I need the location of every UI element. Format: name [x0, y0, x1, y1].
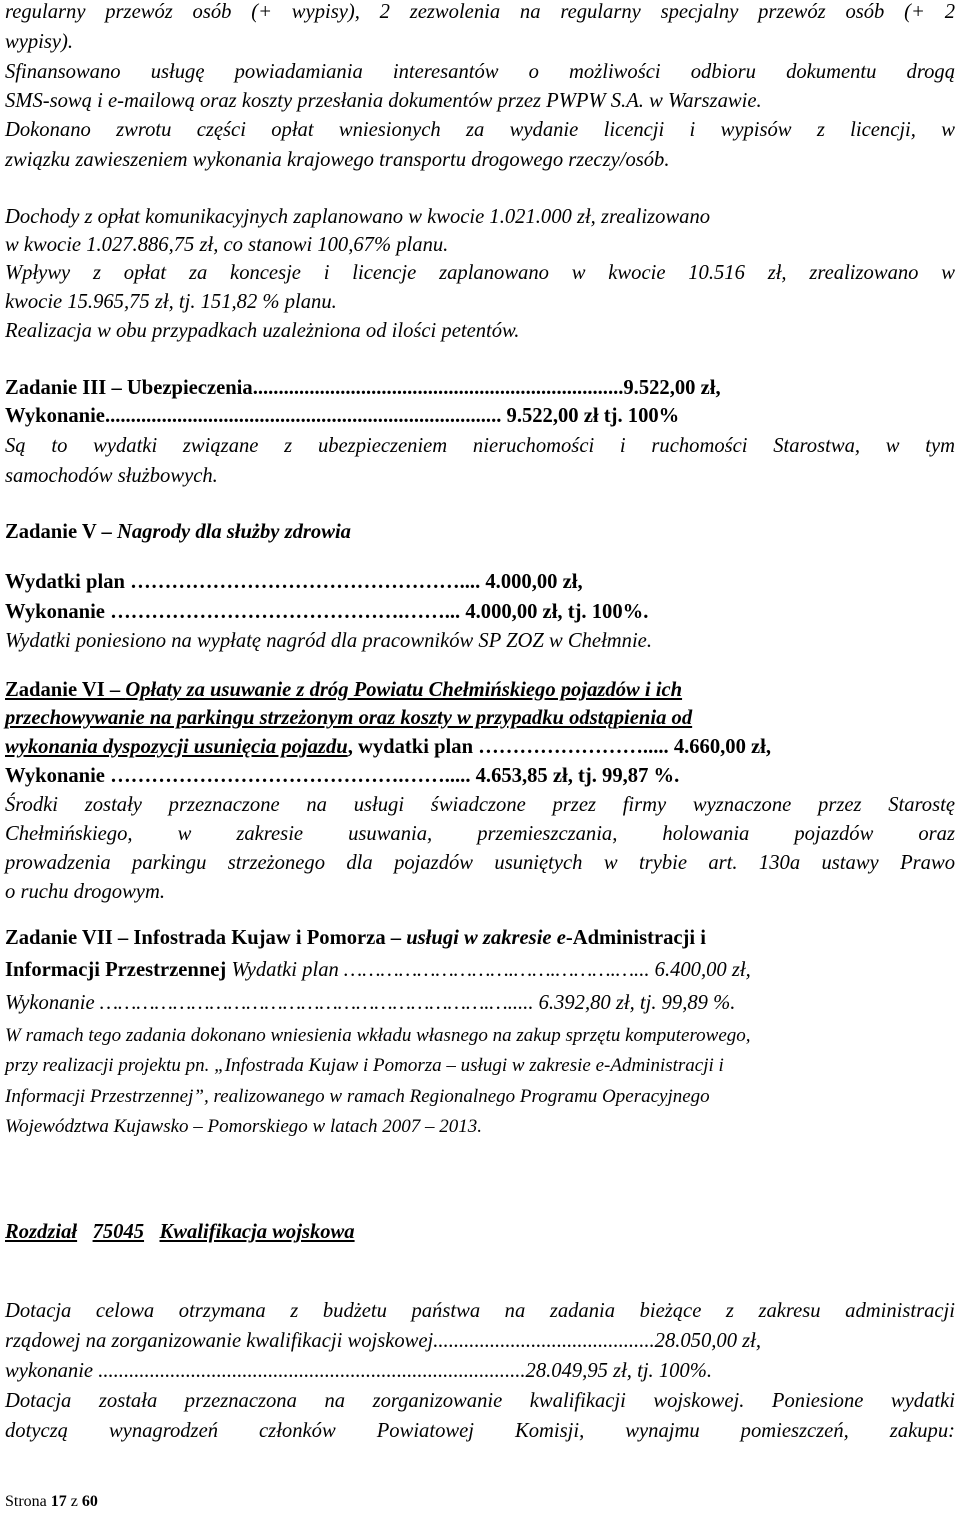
task7-label: Zadanie VII – Infostrada Kujaw i Pomorza – — [5, 927, 407, 949]
footer-total-pages: 60 — [81, 1493, 98, 1510]
chapter-desc-line: Dotacja celowa otrzymana z budżetu państwa na zadania bieżące z zakresu administracji — [5, 1300, 955, 1322]
chapter-title: Kwalifikacja wojskowa — [159, 1221, 355, 1243]
task5-label: Zadanie V – — [5, 521, 117, 543]
paragraph-line: SMS-sową i e-mailową oraz koszty przesłania dokumentów przez PWPW S.A. w Warszawie. — [5, 90, 762, 112]
task3-heading: Zadanie III – Ubezpieczenia........................................................................9.522,00 zł, — [5, 377, 721, 399]
task6-title-line: Opłaty za usuwanie z dróg Powiatu Chełmińskiego pojazdów i ich — [125, 679, 683, 701]
footer-label: Strona — [5, 1493, 47, 1510]
task7-plan: Wydatki plan ……………………….…….……….…... 6.400,00 zł, — [226, 959, 751, 981]
task7-desc-line: Informacji Przestrzennej”, realizowanego w ramach Regionalnego Programu Operacyjnego — [5, 1086, 710, 1107]
task6-desc-line: Środki zostały przeznaczone na usługi świadczone przez firmy wyznaczone przez Starostę — [5, 794, 955, 816]
task7-plan-line — [5, 960, 751, 981]
task7-heading-line — [5, 928, 706, 949]
paragraph-line: w kwocie 1.027.886,75 zł, co stanowi 100,67% planu. — [5, 234, 449, 256]
paragraph-line: Realizacja w obu przypadkach uzależniona od ilości petentów. — [5, 320, 520, 342]
task6-heading-line — [5, 737, 771, 758]
chapter-number: 75045 — [92, 1221, 145, 1243]
footer-separator: z — [70, 1493, 78, 1510]
task6-plan: , wydatki plan ……………………..... 4.660,00 zł, — [347, 736, 772, 758]
task6-heading-line — [5, 680, 682, 701]
task7-title-part: -Administracji i — [565, 927, 706, 949]
task3-execution: Wykonanie............................................................................. 9.522,00 zł tj. 100% — [5, 405, 680, 427]
task5-title: Nagrody dla służby zdrowia — [116, 521, 351, 543]
task3-desc-line: samochodów służbowych. — [5, 465, 218, 487]
task6-execution: Wykonanie …………………………………….……..... 4.653,85 zł, tj. 99,87 %. — [5, 765, 680, 787]
task6-desc-line: prowadzenia parkingu strzeżonego dla pojazdów usuniętych w trybie art. 130a ustawy Prawo — [5, 852, 955, 874]
chapter-desc-line: Dotacja została przeznaczona na zorganizowanie kwalifikacji wojskowej. Poniesione wydatki — [5, 1390, 955, 1412]
paragraph-line: kwocie 15.965,75 zł, tj. 151,82 % planu. — [5, 291, 337, 313]
paragraph-line: Wpływy z opłat za koncesje i licencje zaplanowano w kwocie 10.516 zł, zrealizowano w — [5, 262, 955, 284]
page-footer — [5, 1494, 98, 1510]
task6-title-line: przechowywanie na parkingu strzeżonym oraz koszty w przypadku odstąpienia od — [5, 707, 693, 729]
task5-heading — [5, 522, 351, 543]
paragraph-line: związku zawieszeniem wykonania krajowego transportu drogowego rzeczy/osób. — [5, 149, 670, 171]
paragraph-line: Sfinansowano usługę powiadamiania interesantów o możliwości odbioru dokumentu drogą — [5, 61, 955, 83]
task5-plan: Wydatki plan ………………………………………….... 4.000,00 zł, — [5, 571, 583, 593]
task7-desc-line: przy realizacji projektu pn. „Infostrada Kujaw i Pomorza – usługi w zakresie e-Administracji i — [5, 1055, 724, 1076]
chapter-label: Rozdział — [5, 1221, 78, 1243]
task7-execution: Wykonanie ……………………………………………………….…..... 6.392,80 zł, tj. 99,89 %. — [5, 992, 736, 1014]
task7-title-part: usługi w zakresie e — [406, 927, 566, 949]
task7-title-part: Informacji Przestrzennej — [5, 959, 227, 981]
chapter-heading — [5, 1222, 355, 1243]
task6-title-line: wykonania dyspozycji usunięcia pojazdu — [5, 736, 348, 758]
task3-desc-line: Są to wydatki związane z ubezpieczeniem nieruchomości i ruchomości Starostwa, w tym — [5, 435, 955, 457]
task5-execution: Wykonanie …………………………………….……... 4.000,00 zł, tj. 100%. — [5, 601, 649, 623]
paragraph-line: wypisy). — [5, 31, 74, 53]
paragraph-line: Dokonano zwrotu części opłat wniesionych za wydanie licencji i wypisów z licencji, w — [5, 119, 955, 141]
task6-desc-line: o ruchu drogowym. — [5, 881, 165, 903]
chapter-desc-line: wykonanie ...................................................................................28.049,95 zł, tj. 100%. — [5, 1360, 713, 1382]
task7-desc-line: Województwa Kujawsko – Pomorskiego w latach 2007 – 2013. — [5, 1116, 482, 1137]
task6-desc-line: Chełmińskiego, w zakresie usuwania, przemieszczania, holowania pojazdów oraz — [5, 823, 955, 845]
paragraph-line: regularny przewóz osób (+ wypisy), 2 zezwolenia na regularny specjalny przewóz osób (+ 2 — [5, 1, 955, 23]
footer-page-number: 17 — [50, 1493, 67, 1510]
paragraph-line: Dochody z opłat komunikacyjnych zaplanowano w kwocie 1.021.000 zł, zrealizowano — [5, 206, 711, 228]
task6-label: Zadanie VI – — [5, 679, 126, 701]
chapter-desc-line: rządowej na zorganizowanie kwalifikacji wojskowej...........................................28.050,00 zł, — [5, 1330, 762, 1352]
chapter-desc-line: dotyczą wynagrodzeń członków Powiatowej Komisji, wynajmu pomieszczeń, zakupu: — [5, 1420, 955, 1442]
task7-desc-line: W ramach tego zadania dokonano wniesienia wkładu własnego na zakup sprzętu komputerowego, — [5, 1025, 751, 1046]
task5-desc: Wydatki poniesiono na wypłatę nagród dla pracowników SP ZOZ w Chełmnie. — [5, 630, 652, 652]
